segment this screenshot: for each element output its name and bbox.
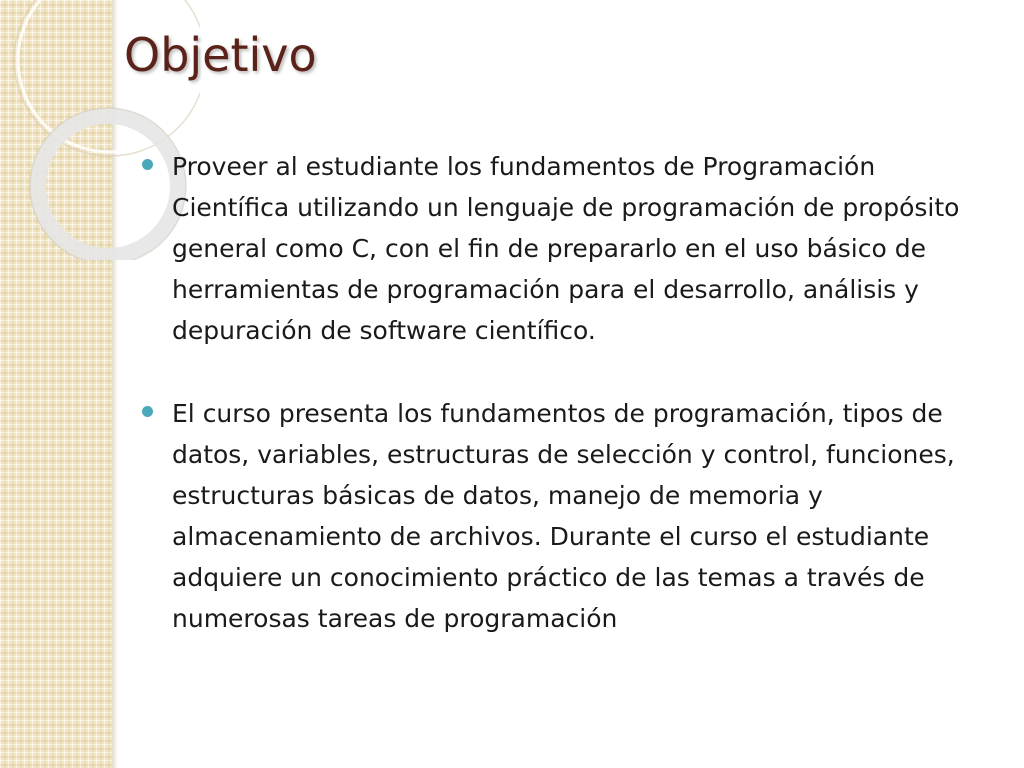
bullet-text: Proveer al estudiante los fundamentos de Programación Científica utilizando un lenguaje de programación de propósito general como C, con el fin de prepararlo en el uso básico de herramientas de programación para el desarrollo, análisis y depuración de software científico. xyxy=(172,152,960,345)
panel-edge-shadow xyxy=(112,0,118,768)
bullet-list xyxy=(142,146,962,681)
bullet-dot-icon xyxy=(142,159,153,170)
decorative-side-panel xyxy=(0,0,112,768)
bullet-item xyxy=(142,146,962,351)
bullet-item xyxy=(142,393,962,639)
bullet-text: El curso presenta los fundamentos de programación, tipos de datos, variables, estructuras de selección y control, funciones, estructuras básicas de datos, manejo de memoria y almacenamiento de archivos. Durante el curso el estudiante adquiere un conocimiento práctico de las temas a través de numerosas tareas de programación xyxy=(172,399,955,633)
bullet-dot-icon xyxy=(142,406,153,417)
slide-title: Objetivo xyxy=(124,28,317,82)
